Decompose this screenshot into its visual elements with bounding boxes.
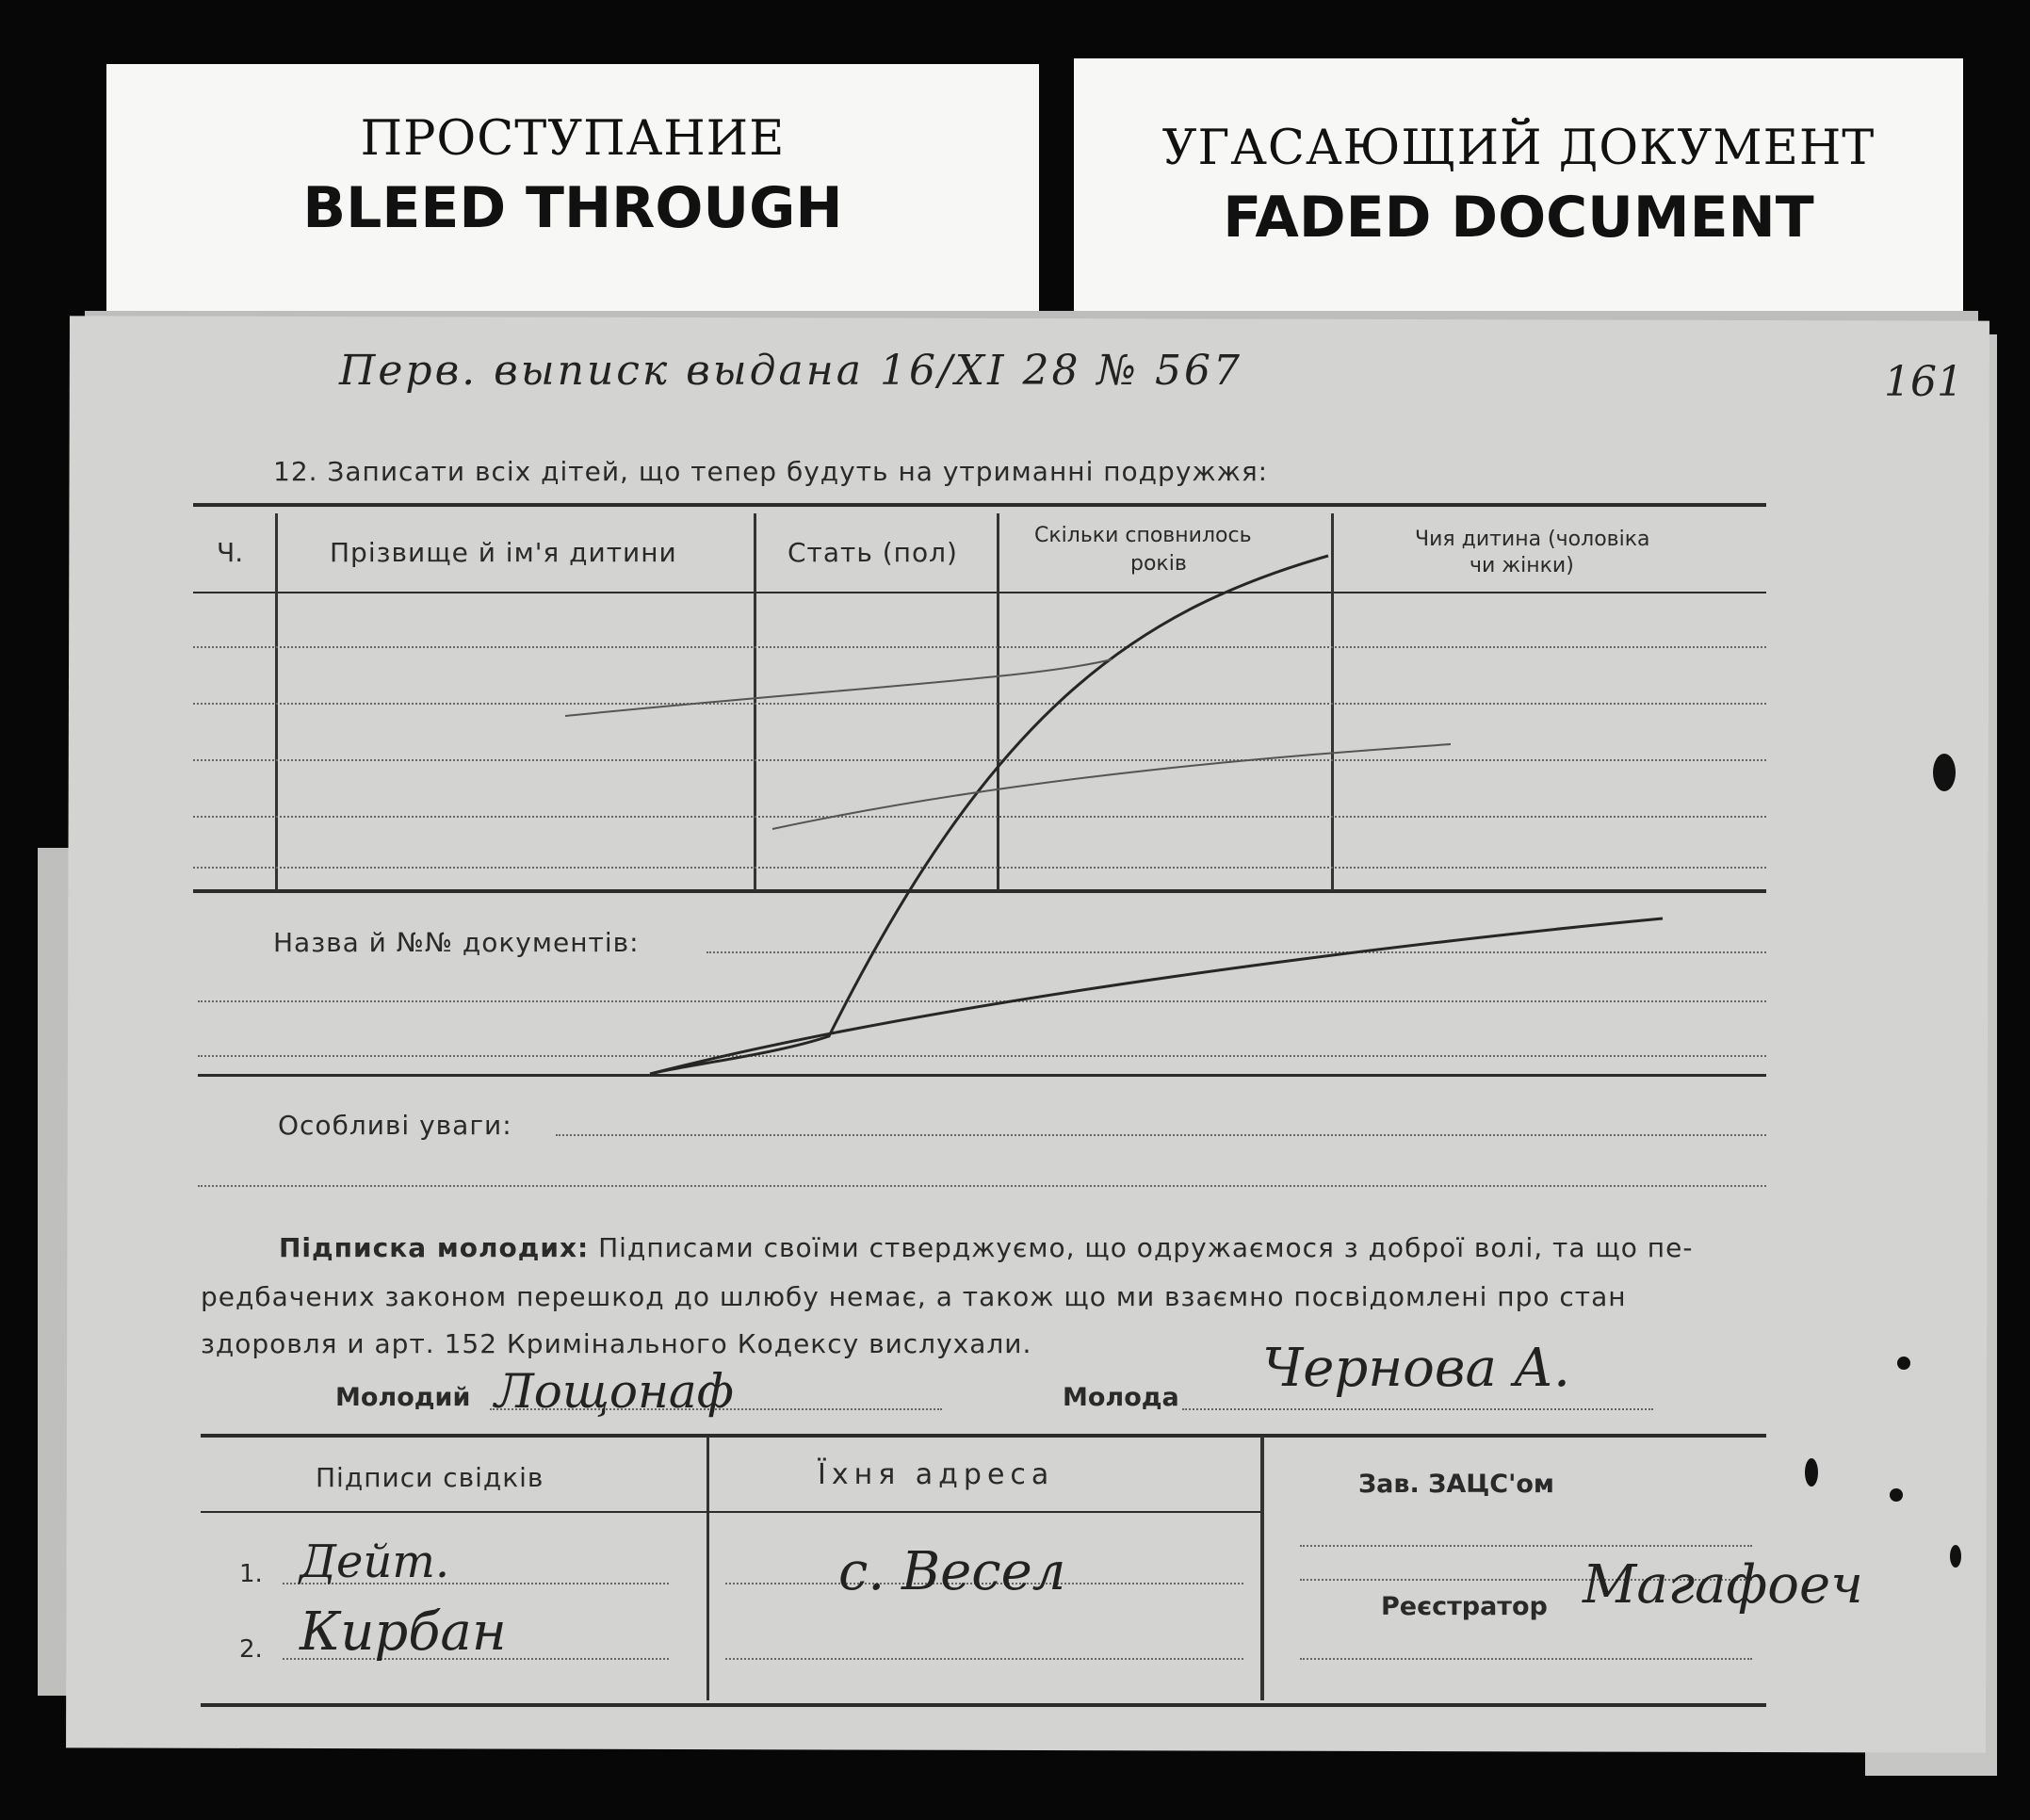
col-header-whose: Чия дитина (чоловіка [1415,528,1650,551]
bleed-through-label-ru: ПРОСТУПАНИЕ [360,111,786,167]
ink-spot [1897,1357,1910,1370]
col-header-number: Ч. [217,537,244,568]
faded-document-label-en: FADED DOCUMENT [1223,185,1814,251]
declaration-line-2: редбачених законом перешкод до шлюбу немає, а також що ми взаємно посвідомлені про стан [201,1281,1627,1312]
bleed-through-label-en: BLEED THROUGH [302,175,843,241]
zags-head-label: Зав. ЗАЦС'ом [1358,1470,1554,1499]
witness-signatures-header: Підписи свідків [316,1462,544,1493]
witness-address: с. Весел [838,1541,1066,1602]
witness-row-1-number: 1. [239,1560,263,1588]
ink-spot [1805,1458,1818,1487]
documents-label: Назва й №№ документів: [273,927,640,958]
col-header-whose: чи жінки) [1470,554,1574,577]
bride-label: Молода [1063,1383,1179,1412]
faded-document-label-ru: УГАСАЮЩИЙ ДОКУМЕНТ [1161,121,1876,176]
notes-label: Особливі уваги: [278,1110,512,1141]
groom-label: Молодий [335,1383,471,1412]
declaration-bold-label: Підписка молодих: [279,1232,590,1263]
groom-signature: Лощонаф [495,1364,734,1419]
ink-spot [1933,754,1956,791]
col-header-age: Скільки сповнилось [1034,524,1252,547]
declaration-line-3: здоровля и арт. 152 Кримінального Кодексу вислухали. [201,1328,1032,1359]
witness-1-signature: Дейт. [300,1536,450,1588]
bride-signature: Чернова А. [1262,1338,1570,1399]
section-12-title: 12. Записати всіх дітей, що тепер будуть на утриманні подружжя: [273,456,1269,487]
witness-2-signature: Кирбан [300,1601,507,1663]
registrar-label: Реєстратор [1381,1592,1548,1621]
declaration-text: Підписами своїми стверджуємо, що одружаємося з доброї волі, та що пе- [598,1232,1694,1263]
witness-address-header: Їхня адреса [818,1458,1055,1491]
registrar-signature: Магафоеч [1583,1554,1863,1616]
witness-row-2-number: 2. [239,1635,263,1664]
col-header-sex: Стать (пол) [788,537,958,568]
page-number: 161 [1884,358,1963,406]
col-header-age: років [1130,552,1187,576]
ink-spot [1890,1488,1903,1502]
ink-spot [1950,1545,1961,1568]
handwritten-top-note: Перв. выписк выдана 16/XI 28 № 567 [339,347,1243,395]
col-header-child-name: Прізвище й ім'я дитини [330,537,677,568]
